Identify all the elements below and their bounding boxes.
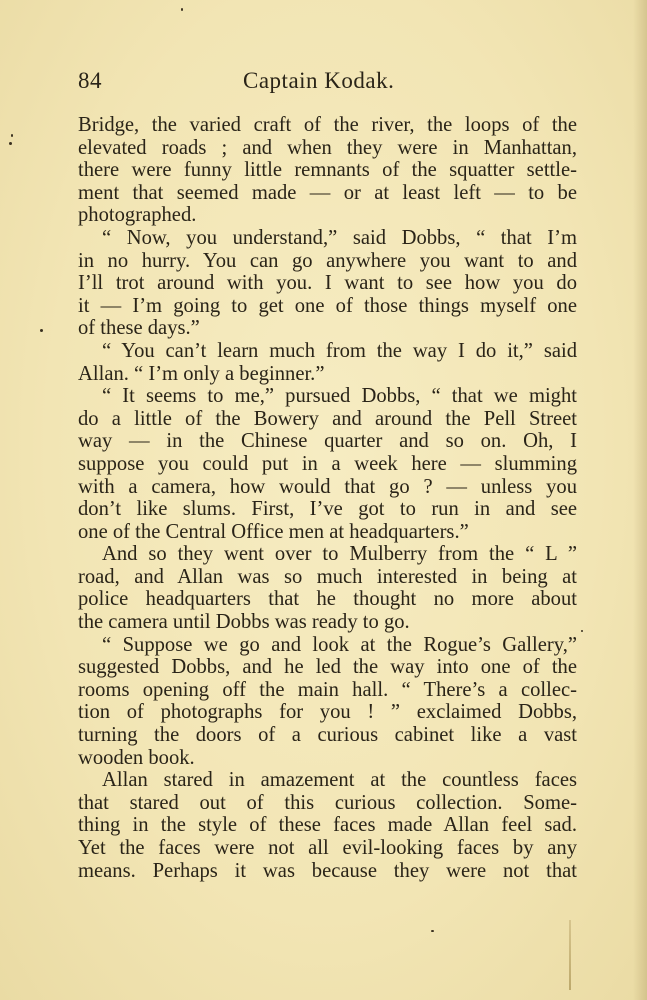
ink-speck [181, 8, 183, 11]
text-line: wooden book. [78, 746, 195, 769]
text-line: with a camera, how would that go ? — unless you [78, 475, 577, 498]
text-line: don’t like slums. First, I’ve got to run in and see [78, 498, 577, 521]
text-line: road, and Allan was so much interested in being at [78, 565, 577, 588]
text-line: “ You can’t learn much from the way I do it,” said [102, 339, 577, 362]
text-line: I’ll trot around with you. I want to see how you do [78, 272, 577, 295]
text-line: Yet the faces were not all evil-looking faces by any [78, 837, 577, 859]
page-number: 84 [78, 68, 102, 93]
text-line: Bridge, the varied craft of the river, the loops of the [78, 114, 577, 136]
text-line: “ It seems to me,” pursued Dobbs, “ that we might [102, 385, 577, 408]
text-line: tion of photographs for you ! ” exclaimed Dobbs, [78, 701, 577, 724]
text-line: “ Suppose we go and look at the Rogue’s Gallery,” [102, 633, 577, 656]
body-text [78, 114, 577, 882]
text-line: Allan. “ I’m only a beginner.” [78, 362, 325, 385]
text-line: “ Now, you understand,” said Dobbs, “ that I’m [102, 226, 577, 249]
text-line: Allan stared in amazement at the countless faces [102, 769, 577, 792]
page-edge-shadow [633, 0, 647, 1000]
text-line: suggested Dobbs, and he led the way into one of the [78, 656, 577, 679]
page-header [78, 68, 578, 102]
text-line: photographed. [78, 204, 197, 227]
text-line: of these days.” [78, 317, 200, 340]
text-line: the camera until Dobbs was ready to go. [78, 611, 410, 634]
text-line: way — in the Chinese quarter and so on. Oh, I [78, 430, 577, 453]
text-line: there were funny little remnants of the squatter settle- [78, 159, 577, 182]
text-line: in no hurry. You can go anywhere you want to and [78, 249, 577, 272]
page-edge-mark [569, 920, 571, 990]
ink-speck [9, 142, 12, 145]
text-line: one of the Central Office men at headquarters.” [78, 520, 469, 543]
text-line: rooms opening off the main hall. “ There’s a collec- [78, 678, 577, 701]
ink-speck [11, 134, 13, 137]
text-line: that stared out of this curious collection. Some- [78, 791, 577, 814]
running-title: Captain Kodak. [243, 68, 395, 93]
text-line: turning the doors of a curious cabinet like a vast [78, 724, 577, 747]
text-line: means. Perhaps it was because they were not that [78, 859, 577, 882]
text-line: it — I’m going to get one of those things myself one [78, 294, 577, 317]
text-line: thing in the style of these faces made Allan feel sad. [78, 814, 577, 837]
text-line: ment that seemed made — or at least left — to be [78, 181, 577, 204]
text-line: suppose you could put in a week here — slumming [78, 452, 577, 475]
ink-speck [431, 930, 434, 932]
text-line: And so they went over to Mulberry from the “ L ” [102, 543, 577, 566]
ink-speck [581, 630, 583, 632]
text-line: elevated roads ; and when they were in Manhattan, [78, 136, 577, 159]
text-line: do a little of the Bowery and around the Pell Street [78, 407, 577, 430]
text-line: police headquarters that he thought no more about [78, 588, 577, 611]
ink-speck [40, 329, 43, 332]
